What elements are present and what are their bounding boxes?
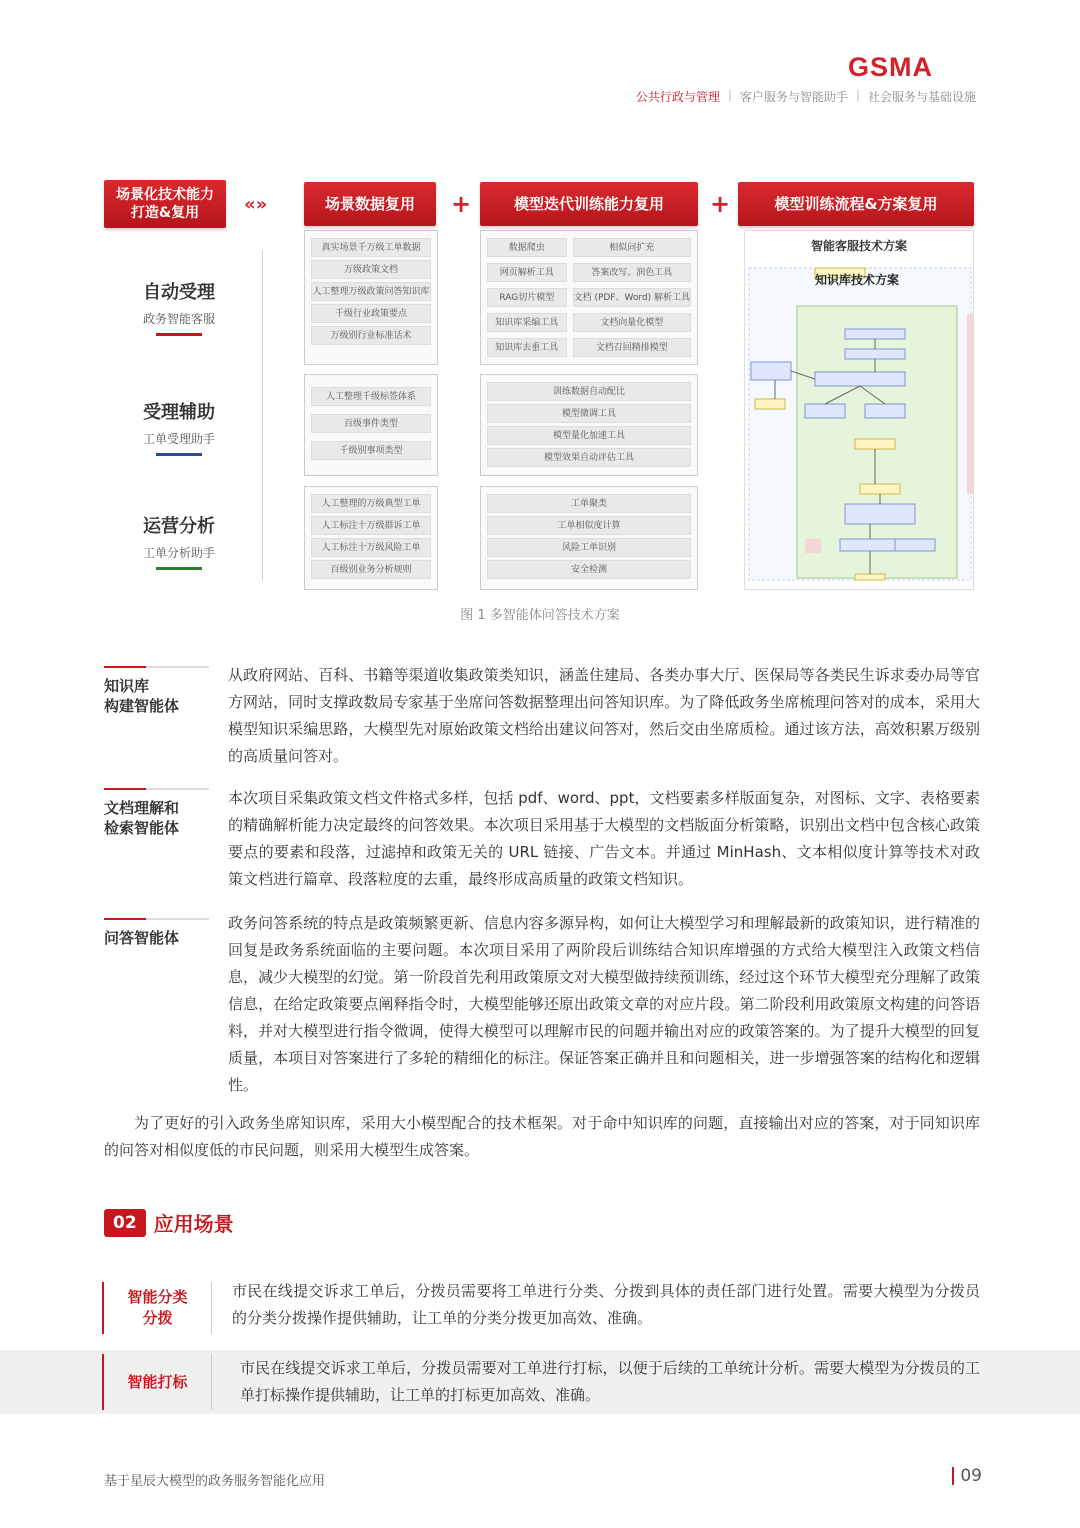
data-box-2 xyxy=(304,374,438,476)
data-cell: 人工整理千级标签体系 xyxy=(311,387,431,406)
row-title: 受理辅助 xyxy=(143,402,215,423)
page-number xyxy=(952,1466,982,1486)
plus-icon: + xyxy=(710,190,731,218)
row-subtitle: 工单分析助手 xyxy=(142,546,215,560)
model-cell: 答案改写、润色工具 xyxy=(573,263,691,282)
row-subtitle: 政务智能客服 xyxy=(142,312,215,326)
model-cell: 模型微调工具 xyxy=(487,404,691,423)
data-cell: 人工标注十万级风险工单 xyxy=(311,538,431,557)
figure-caption: 图 1 多智能体问答技术方案 xyxy=(460,608,620,623)
model-cell: 知识库采编工具 xyxy=(487,313,567,332)
corner-label-text: 场景化技术能力 打造&复用 xyxy=(116,187,214,221)
section-title: 应用场景 xyxy=(153,1212,234,1236)
scenario-text: 市民在线提交诉求工单后，分拨员需要将工单进行分类、分拨到具体的责任部门进行处置。需要大模型为分拨员的分类分拨操作提供辅助，让工单的分类分拨更加高效、准确。 xyxy=(232,1282,980,1327)
row-underline xyxy=(156,567,202,570)
page-number-bar xyxy=(952,1467,954,1485)
page-number-text: 09 xyxy=(960,1466,982,1486)
data-cell: 真实场景千万级工单数据 xyxy=(311,238,431,257)
data-cell: 百级别业务分析规则 xyxy=(311,560,431,579)
model-cell: RAG切片模型 xyxy=(487,288,567,307)
model-cell: 网页解析工具 xyxy=(487,263,567,282)
row-label-auto xyxy=(104,278,254,336)
section-text-document: 本次项目采集政策文档文件格式多样，包括 pdf、word、ppt，文档要素多样版面复杂，对图标、文字、表格要素的精确解析能力决定最终的问答效果。本次项目采用基于大模型的文档版面分析策略，识别出文档中包含核心政策要点的要素和段落，过滤掉和政策无关的 URL 链接、广告文本。并通过 MinHash、文本相似度计算等技术对政策文档进行篇章、段落粒度的去重，最终形成高质量的政策文档知识。 xyxy=(228,789,980,888)
model-cell: 文档召回精排模型 xyxy=(573,338,691,357)
model-cell: 工单聚类 xyxy=(487,494,691,513)
data-cell: 人工整理的万级典型工单 xyxy=(311,494,431,513)
double-arrow-icon: «» xyxy=(244,194,268,215)
section-text-knowledge: 从政府网站、百科、书籍等渠道收集政策类知识，涵盖住建局、各类办事大厅、医保局等各类民生诉求委办局等官方网站，同时支撑政数局专家基于坐席问答数据整理出问答知识库。为了降低政务坐席梳理问答对的成本，采用大模型知识采编思路，大模型先对原始政策文档给出建议问答对，然后交由坐席质检。通过该方法，高效积累万级别的高质量问答对。 xyxy=(228,666,980,765)
row-label-assist xyxy=(104,398,254,456)
corner-label xyxy=(104,180,226,228)
plus-icon: + xyxy=(451,190,472,218)
model-box-1 xyxy=(480,230,698,365)
data-cell: 人工整理万级政策问答知识库 xyxy=(311,282,431,301)
closing-paragraph: 为了更好的引入政务坐席知识库，采用大小模型配合的技术框架。对于命中知识库的问题，直接输出对应的答案，对于同知识库的问答对相似度低的市民问题，则采用大模型生成答案。 xyxy=(104,1114,980,1159)
model-cell: 风险工单识别 xyxy=(487,538,691,557)
model-cell: 工单相似度计算 xyxy=(487,516,691,535)
scheme-title: 智能客服技术方案 xyxy=(810,239,907,253)
row-title: 自动受理 xyxy=(143,282,215,303)
model-cell: 知识库去重工具 xyxy=(487,338,567,357)
gsma-logo: GSMA xyxy=(848,52,933,82)
scheme-diagram xyxy=(744,230,974,590)
section-tag-text: 文档理解和 检索智能体 xyxy=(104,799,180,837)
model-cell: 安全检测 xyxy=(487,560,691,579)
flowchart-graphic xyxy=(745,254,975,584)
section-tag-text: 问答智能体 xyxy=(104,929,180,947)
nav-customer-service[interactable]: 客户服务与智能助手 xyxy=(739,90,848,104)
section-tag-qa xyxy=(104,928,209,948)
model-cell: 文档向量化模型 xyxy=(573,313,691,332)
model-cell: 文档 (PDF、Word) 解析工具 xyxy=(573,288,691,307)
nav-separator: | xyxy=(727,88,732,102)
row-label-analysis xyxy=(104,512,254,570)
scenario-label xyxy=(102,1354,212,1410)
data-box-1 xyxy=(304,230,438,365)
nav-separator: | xyxy=(855,88,860,102)
scheme-inner-title: 知识库技术方案 xyxy=(815,273,900,287)
top-nav xyxy=(636,88,976,105)
data-cell: 千级行业政策要点 xyxy=(311,304,431,323)
model-cell: 训练数据自动配比 xyxy=(487,382,691,401)
data-cell: 万级别行业标准话术 xyxy=(311,326,431,345)
section-text-qa: 政务问答系统的特点是政策频繁更新、信息内容多源异构，如何让大模型学习和理解最新的政策知识，进行精准的回复是政务系统面临的主要问题。本次项目采用了两阶段后训练结合知识库增强的方式给大模型注入政策文档信息，减少大模型的幻觉。第一阶段首先利用政策原文对大模型做持续预训练，经过这个环节大模型充分理解了政策信息，在给定政策要点阐释指令时，大模型能够还原出政策文章的对应片段。第二阶段利用政策原文构建的问答语料，并对大模型进行指令微调，使得大模型可以理解市民的问题并输出对应的政策答案的。为了提升大模型的回复质量，本项目对答案进行了多轮的精细化的标注。保证答案正确并且和问题相关，进一步增强答案的结构化和逻辑性。 xyxy=(228,914,980,1094)
figure-tech-scheme xyxy=(104,180,976,592)
model-box-2 xyxy=(480,374,698,476)
data-cell: 千级别事项类型 xyxy=(311,441,431,460)
scenario-classify xyxy=(0,1280,1080,1336)
model-cell: 相似问扩充 xyxy=(573,238,691,257)
nav-public-admin[interactable]: 公共行政与管理 xyxy=(635,90,720,104)
scenario-label-text: 智能打标 xyxy=(127,1372,188,1391)
column-header-process: 模型训练流程&方案复用 xyxy=(738,182,974,226)
scenario-label-text: 智能分类 分拨 xyxy=(127,1288,188,1327)
data-cell: 人工标注十万级群诉工单 xyxy=(311,516,431,535)
section-tag-document xyxy=(104,798,209,838)
section-tag-knowledge xyxy=(104,676,209,716)
row-underline xyxy=(156,333,202,336)
row-underline xyxy=(156,453,202,456)
scenario-tagging xyxy=(0,1350,1080,1414)
model-cell: 模型效果自动评估工具 xyxy=(487,448,691,467)
footer-title: 基于星辰大模型的政务服务智能化应用 xyxy=(104,1474,326,1489)
model-box-3 xyxy=(480,486,698,590)
model-cell: 模型量化加速工具 xyxy=(487,426,691,445)
section-heading xyxy=(104,1208,234,1237)
column-header-data: 场景数据复用 xyxy=(304,182,436,226)
column-header-model: 模型迭代训练能力复用 xyxy=(480,182,698,226)
row-subtitle: 工单受理助手 xyxy=(142,432,215,446)
row-title: 运营分析 xyxy=(143,516,215,537)
data-box-3 xyxy=(304,486,438,590)
section-number: 02 xyxy=(104,1209,146,1237)
scenario-label xyxy=(102,1282,212,1334)
model-cell: 数据爬虫 xyxy=(487,238,567,257)
divider xyxy=(262,250,263,580)
data-cell: 百级事件类型 xyxy=(311,414,431,433)
data-cell: 万级政策文档 xyxy=(311,260,431,279)
nav-social-services[interactable]: 社会服务与基础设施 xyxy=(867,90,976,104)
section-tag-text: 知识库 构建智能体 xyxy=(104,677,180,715)
scenario-text: 市民在线提交诉求工单后，分拨员需要对工单进行打标，以便于后续的工单统计分析。需要大模型为分拨员的工单打标操作提供辅助，让工单的打标更加高效、准确。 xyxy=(240,1359,980,1404)
